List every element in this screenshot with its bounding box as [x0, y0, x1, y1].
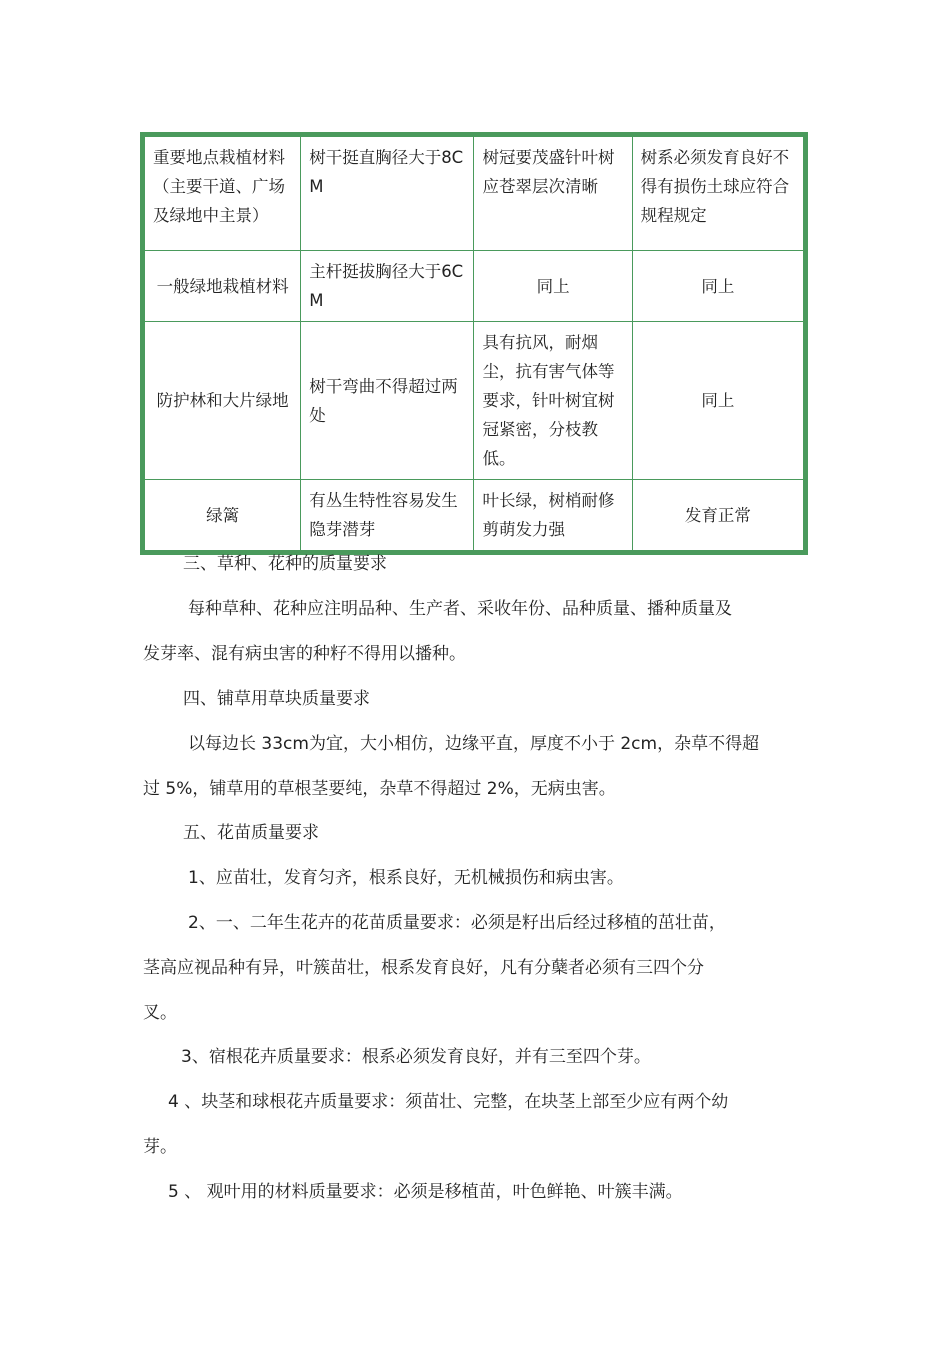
table-cell: 绿篱 — [143, 480, 301, 553]
table-row — [143, 480, 806, 553]
table-cell: 树冠要茂盛针叶树应苍翠层次清晰 — [474, 135, 632, 251]
paragraph-line: 芽。 — [143, 1137, 177, 1157]
paragraph-line: 每种草种、花种应注明品种、生产者、采收年份、品种质量、播种质量及 — [188, 599, 732, 619]
paragraph-line: 发芽率、混有病虫害的种籽不得用以播种。 — [143, 644, 466, 664]
table-cell: 同上 — [632, 322, 805, 480]
table-cell: 树干挺直胸径大于8CM — [301, 135, 474, 251]
table-cell: 叶长绿，树梢耐修剪萌发力强 — [474, 480, 632, 553]
paragraph-line: 以每边长 33cm为宜，大小相仿，边缘平直，厚度不小于 2cm，杂草不得超 — [188, 734, 760, 754]
table-cell: 一般绿地栽植材料 — [143, 251, 301, 322]
table-cell: 同上 — [632, 251, 805, 322]
section-heading: 五、花苗质量要求 — [183, 823, 319, 843]
list-item: 3、宿根花卉质量要求：根系必须发育良好，并有三至四个芽。 — [181, 1047, 651, 1067]
list-item: 5 、 观叶用的材料质量要求：必须是移植苗，叶色鲜艳、叶簇丰满。 — [168, 1182, 683, 1202]
table-cell: 主杆挺拔胸径大于6CM — [301, 251, 474, 322]
table-row — [143, 135, 806, 251]
table-row — [143, 322, 806, 480]
paragraph-line: 茎高应视品种有异，叶簇苗壮，根系发育良好，凡有分蘖者必须有三四个分 — [143, 958, 704, 978]
list-item: 1、应苗壮，发育匀齐，根系良好，无机械损伤和病虫害。 — [188, 868, 624, 888]
table-cell: 有丛生特性容易发生隐芽潜芽 — [301, 480, 474, 553]
paragraph-line: 叉。 — [143, 1003, 177, 1023]
paragraph-line: 过 5%，铺草用的草根茎要纯，杂草不得超过 2%，无病虫害。 — [143, 779, 616, 799]
table-cell: 具有抗风，耐烟尘，抗有害气体等要求，针叶树宜树冠紧密，分枝教低。 — [474, 322, 632, 480]
specification-table — [140, 132, 808, 555]
list-item: 2、一、二年生花卉的花苗质量要求：必须是籽出后经过移植的茁壮苗， — [188, 913, 726, 933]
section-heading: 四、铺草用草块质量要求 — [183, 689, 370, 709]
list-item: 4 、块茎和球根花卉质量要求：须苗壮、完整，在块茎上部至少应有两个幼 — [168, 1092, 729, 1112]
table-cell: 树干弯曲不得超过两处 — [301, 322, 474, 480]
table-cell: 发育正常 — [632, 480, 805, 553]
section-heading: 三、草种、花种的质量要求 — [183, 554, 387, 574]
table-cell: 防护林和大片绿地 — [143, 322, 301, 480]
table-cell: 树系必须发育良好不得有损伤土球应符合规程规定 — [632, 135, 805, 251]
table-row — [143, 251, 806, 322]
table-cell: 重要地点栽植材料（主要干道、广场及绿地中主景） — [143, 135, 301, 251]
table-cell: 同上 — [474, 251, 632, 322]
